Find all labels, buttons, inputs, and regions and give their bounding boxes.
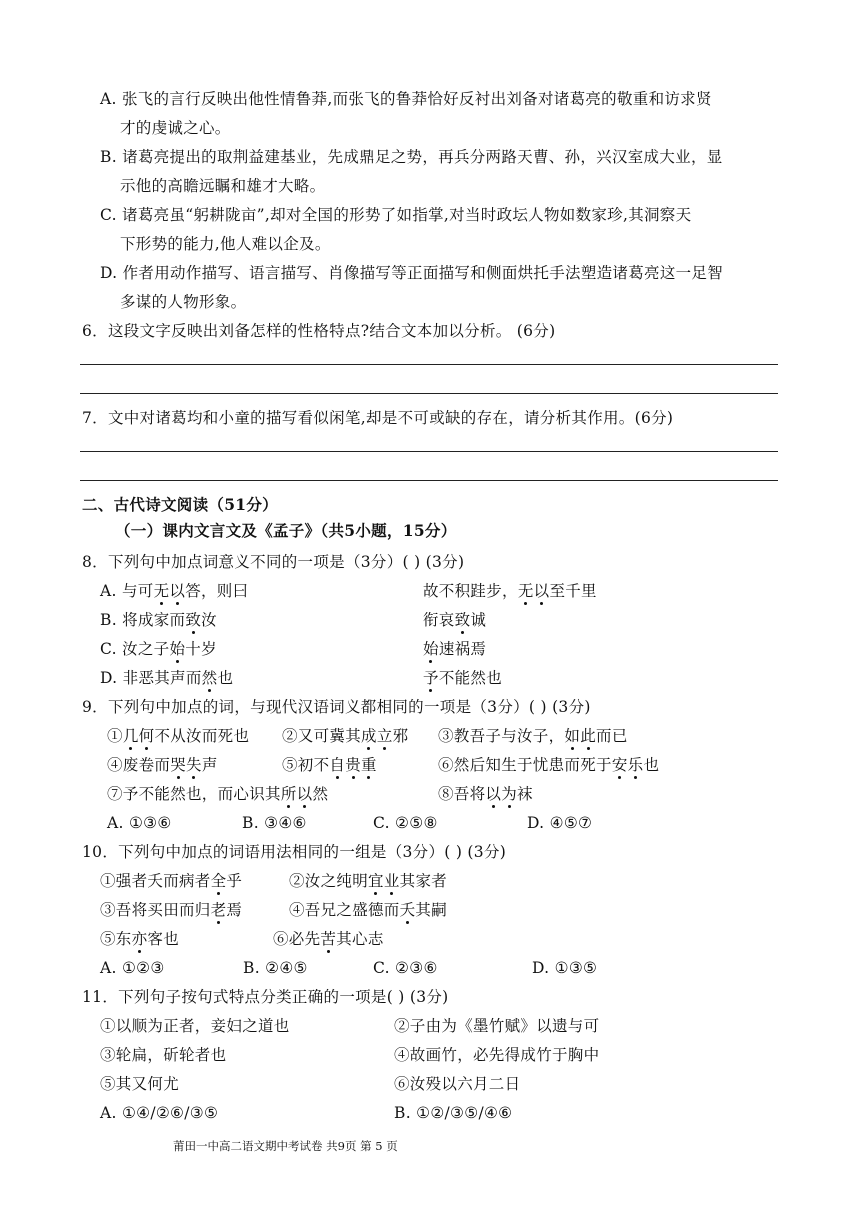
- emphasis-mark: 老: [210, 901, 227, 919]
- q11-item-1: ①以顺为正者，妾妇之道也: [100, 1017, 290, 1035]
- q10-item-3: ③吾将买田而归老焉: [100, 901, 243, 919]
- q5-option-d-line1: D. 作者用动作描写、语言描写、肖像描写等正面描写和侧面烘托手法塑造诸葛亮这一足智: [100, 264, 724, 282]
- q10-item-2: ②汝之纯明宜业其家者: [289, 872, 448, 890]
- page-footer: 莆田一中高二语文期中考试卷 共9页 第 5 页: [173, 1139, 398, 1153]
- q8-option-b-right: 衔哀致诚: [423, 611, 487, 629]
- q5-option-c-line2: 下形势的能力,他人难以企及。: [120, 235, 331, 253]
- q11-option-a: A. ①④/②⑥/③⑤: [100, 1104, 219, 1122]
- q8-option-c-left: C. 汝之子始十岁: [100, 640, 217, 658]
- section-heading: 二、古代诗文阅读（51分）: [82, 495, 278, 514]
- q10-option-a: A. ①②③: [100, 959, 165, 977]
- q8-option-b-left: B. 将成家而致汝: [100, 611, 217, 629]
- q8-option-d-right: 予不能然也: [423, 669, 503, 687]
- q10-item-6: ⑥必先苦其心志: [273, 930, 384, 948]
- q5-option-a-line2: 才的虔诚之心。: [120, 119, 231, 137]
- q11-item-6: ⑥汝殁以六月二日: [394, 1075, 521, 1093]
- q5-option-a-line1: A. 张飞的言行反映出他性情鲁莽,而张飞的鲁莽恰好反衬出刘备对诸葛亮的敬重和访求贤: [100, 90, 712, 108]
- question-6: 6．这段文字反映出刘备怎样的性格特点?结合文本加以分析。 (6分): [82, 322, 556, 340]
- q9-option-c: C. ②⑤⑧: [373, 814, 438, 832]
- emphasis-mark: 然: [201, 669, 218, 687]
- q8-option-a-left: A. 与可无以答，则曰: [100, 582, 249, 600]
- emphasis-mark: 苦: [320, 930, 337, 948]
- q11-item-5: ⑤其又何尤: [100, 1075, 180, 1093]
- question-8-stem: 8．下列句中加点词意义不同的一项是（3分）( ) (3分): [82, 553, 465, 571]
- question-7: 7．文中对诸葛均和小童的描写看似闲笔,却是不可或缺的存在，请分析其作用。(6分): [82, 409, 674, 427]
- q9-item-7: ⑦予不能然也，而心识其所以然: [107, 785, 329, 803]
- q9-item-2: ②又可冀其成立邪: [282, 727, 409, 745]
- q8-option-a-right: 故不积跬步，无以至千里: [423, 582, 597, 600]
- q11-item-4: ④故画竹，必先得成竹于胸中: [394, 1046, 600, 1064]
- emphasis-mark: 安乐: [611, 756, 644, 774]
- emphasis-mark: 始: [169, 640, 186, 658]
- emphasis-mark: 宜业: [368, 872, 400, 890]
- answer-line: [80, 364, 778, 365]
- emphasis-mark: 予: [423, 669, 439, 687]
- q10-option-c: C. ②③⑥: [373, 959, 438, 977]
- emphasis-mark: 自贵重: [329, 756, 377, 774]
- emphasis-mark: 亦: [131, 930, 148, 948]
- q10-item-5: ⑤东亦客也: [100, 930, 180, 948]
- q5-option-b-line2: 示他的高瞻远瞩和雄才大略。: [120, 177, 326, 195]
- answer-line: [80, 480, 778, 481]
- q9-item-8: ⑧吾将以为袜: [438, 785, 533, 803]
- emphasis-mark: 哭失: [170, 756, 202, 774]
- q5-option-b-line1: B. 诸葛亮提出的取荆益建基业，先成鼎足之势，再兵分两路天曹、孙，兴汉室成大业，显: [100, 148, 723, 166]
- question-10-stem: 10．下列句中加点的词语用法相同的一组是（3分）( ) (3分): [82, 843, 507, 861]
- question-9-stem: 9．下列句中加点的词，与现代汉语词义都相同的一项是（3分）( ) (3分): [82, 698, 591, 716]
- emphasis-mark: 几何: [122, 727, 155, 745]
- answer-line: [80, 451, 778, 452]
- q9-item-3: ③教吾子与汝子，如此而已: [438, 727, 628, 745]
- emphasis-mark: 无以: [153, 582, 186, 600]
- emphasis-mark: 夭: [399, 901, 416, 919]
- emphasis-mark: 致: [454, 611, 471, 629]
- q10-option-b: B. ②④⑤: [243, 959, 308, 977]
- q8-option-d-left: D. 非恶其声而然也: [100, 669, 234, 687]
- answer-line: [80, 393, 778, 394]
- q9-item-1: ①几何不从汝而死也: [107, 727, 250, 745]
- q10-option-d: D. ①③⑤: [532, 959, 598, 977]
- q11-item-2: ②子由为《墨竹赋》以遗与可: [394, 1017, 600, 1035]
- q9-item-5: ⑤初不自贵重: [282, 756, 377, 774]
- q9-option-a: A. ①③⑥: [107, 814, 172, 832]
- subsection-heading: （一）课内文言文及《孟子》（共5小题，15分）: [115, 521, 457, 540]
- q10-item-1: ①强者夭而病者全乎: [100, 872, 243, 890]
- emphasis-mark: 成立: [361, 727, 393, 745]
- question-11-stem: 11．下列句子按句式特点分类正确的一项是( ) (3分): [82, 988, 449, 1006]
- q8-option-c-right: 始速祸焉: [423, 640, 487, 658]
- q11-option-b: B. ①②/③⑤/④⑥: [394, 1104, 513, 1122]
- q9-item-6: ⑥然后知生于忧患而死于安乐也: [438, 756, 660, 774]
- q5-option-d-line2: 多谋的人物形象。: [120, 293, 247, 311]
- q10-item-4: ④吾兄之盛德而夭其嗣: [289, 901, 448, 919]
- emphasis-mark: 所以: [280, 785, 313, 803]
- emphasis-mark: 致: [185, 611, 202, 629]
- q9-option-d: D. ④⑤⑦: [527, 814, 593, 832]
- emphasis-mark: 如此: [564, 727, 597, 745]
- emphasis-mark: 无以: [517, 582, 550, 600]
- q5-option-c-line1: C. 诸葛亮虽“躬耕陇亩”,却对全国的形势了如指掌,对当时政坛人物如数家珍,其洞察天: [100, 206, 692, 224]
- emphasis-mark: 全: [210, 872, 227, 890]
- q11-item-3: ③轮扁，斫轮者也: [100, 1046, 227, 1064]
- q9-item-4: ④废卷而哭失声: [107, 756, 218, 774]
- emphasis-mark: 以为: [485, 785, 518, 803]
- emphasis-mark: 始: [423, 640, 439, 658]
- q9-option-b: B. ③④⑥: [242, 814, 307, 832]
